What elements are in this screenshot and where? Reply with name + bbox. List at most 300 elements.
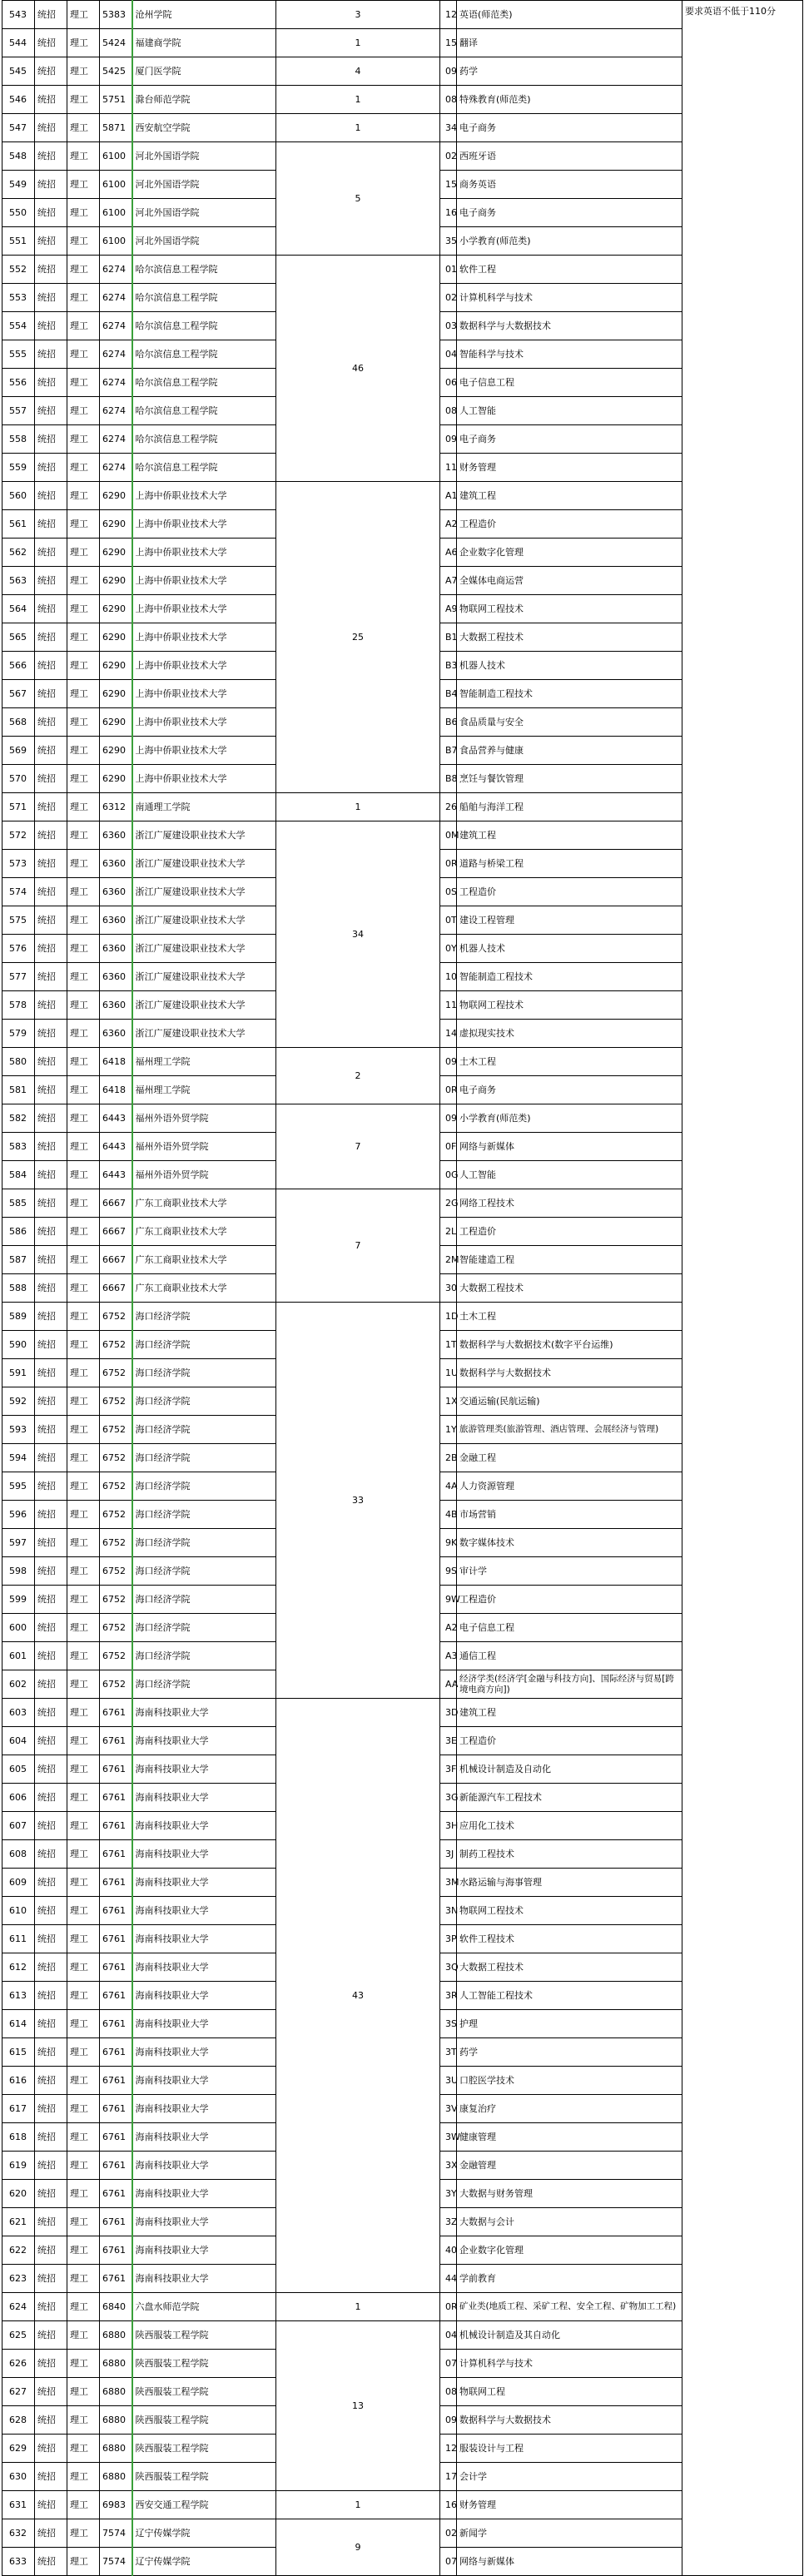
major-code-cell: 0R bbox=[440, 2293, 457, 2321]
major-code-cell: 44 bbox=[440, 2265, 457, 2293]
school-code-cell: 6290 bbox=[100, 567, 132, 595]
major-code-cell: 10 bbox=[440, 963, 457, 991]
category-cell: 理工 bbox=[67, 878, 100, 906]
school-name-cell: 海口经济学院 bbox=[132, 1529, 276, 1557]
major-name-cell: 数据科学与大数据技术 bbox=[457, 312, 682, 340]
batch-cell: 统招 bbox=[35, 1416, 67, 1444]
school-code-cell: 6667 bbox=[100, 1189, 132, 1218]
plan-count-cell: 1 bbox=[276, 2293, 440, 2321]
major-code-cell: 35 bbox=[440, 227, 457, 256]
row-seq-cell: 578 bbox=[2, 991, 35, 1020]
batch-cell: 统招 bbox=[35, 1897, 67, 1925]
category-cell: 理工 bbox=[67, 1727, 100, 1755]
school-code-cell: 6761 bbox=[100, 2038, 132, 2067]
school-code-cell: 6100 bbox=[100, 199, 132, 227]
category-cell: 理工 bbox=[67, 2095, 100, 2123]
school-name-cell: 六盘水师范学院 bbox=[132, 2293, 276, 2321]
school-name-cell: 海南科技职业大学 bbox=[132, 2236, 276, 2265]
batch-cell: 统招 bbox=[35, 935, 67, 963]
major-code-cell: 40 bbox=[440, 2236, 457, 2265]
school-name-cell: 陕西服装工程学院 bbox=[132, 2406, 276, 2435]
school-code-cell: 6761 bbox=[100, 2180, 132, 2208]
school-name-cell: 上海中侨职业技术大学 bbox=[132, 510, 276, 539]
major-code-cell: 3F bbox=[440, 1755, 457, 1784]
major-code-cell: B3 bbox=[440, 652, 457, 680]
category-cell: 理工 bbox=[67, 1472, 100, 1501]
category-cell: 理工 bbox=[67, 1274, 100, 1303]
category-cell: 理工 bbox=[67, 454, 100, 482]
major-name-cell: 工程造价 bbox=[457, 1218, 682, 1246]
row-seq-cell: 546 bbox=[2, 86, 35, 114]
row-seq-cell: 576 bbox=[2, 935, 35, 963]
category-cell: 理工 bbox=[67, 284, 100, 312]
school-name-cell: 海口经济学院 bbox=[132, 1387, 276, 1416]
batch-cell: 统招 bbox=[35, 2321, 67, 2350]
school-code-cell: 6360 bbox=[100, 906, 132, 935]
batch-cell: 统招 bbox=[35, 2265, 67, 2293]
plan-count-cell: 4 bbox=[276, 57, 440, 86]
plan-count-cell: 1 bbox=[276, 86, 440, 114]
major-name-cell: 人力资源管理 bbox=[457, 1472, 682, 1501]
batch-cell: 统招 bbox=[35, 878, 67, 906]
row-seq-cell: 567 bbox=[2, 680, 35, 708]
batch-cell: 统招 bbox=[35, 2463, 67, 2491]
major-name-cell: 小学教育(师范类) bbox=[457, 227, 682, 256]
row-seq-cell: 591 bbox=[2, 1359, 35, 1387]
school-code-cell: 6290 bbox=[100, 510, 132, 539]
school-name-cell: 福州外语外贸学院 bbox=[132, 1104, 276, 1133]
row-seq-cell: 604 bbox=[2, 1727, 35, 1755]
batch-cell: 统招 bbox=[35, 652, 67, 680]
row-seq-cell: 584 bbox=[2, 1161, 35, 1189]
school-name-cell: 海南科技职业大学 bbox=[132, 1727, 276, 1755]
batch-cell: 统招 bbox=[35, 906, 67, 935]
category-cell: 理工 bbox=[67, 991, 100, 1020]
school-name-cell: 海南科技职业大学 bbox=[132, 1982, 276, 2010]
school-code-cell: 6290 bbox=[100, 623, 132, 652]
row-seq-cell: 543 bbox=[2, 1, 35, 29]
category-cell: 理工 bbox=[67, 171, 100, 199]
batch-cell: 统招 bbox=[35, 284, 67, 312]
school-code-cell: 6761 bbox=[100, 1897, 132, 1925]
category-cell: 理工 bbox=[67, 652, 100, 680]
school-code-cell: 6290 bbox=[100, 652, 132, 680]
row-seq-cell: 619 bbox=[2, 2152, 35, 2180]
row-seq-cell: 631 bbox=[2, 2491, 35, 2519]
school-code-cell: 6752 bbox=[100, 1416, 132, 1444]
batch-cell: 统招 bbox=[35, 1869, 67, 1897]
plan-count-cell: 2 bbox=[276, 1048, 440, 1104]
row-seq-cell: 564 bbox=[2, 595, 35, 623]
major-code-cell: 3H bbox=[440, 1812, 457, 1840]
school-code-cell: 6761 bbox=[100, 1727, 132, 1755]
school-code-cell: 6752 bbox=[100, 1586, 132, 1614]
major-code-cell: 08 bbox=[440, 397, 457, 425]
major-name-cell: 计算机科学与技术 bbox=[457, 2350, 682, 2378]
major-code-cell: 0M bbox=[440, 821, 457, 850]
row-seq-cell: 610 bbox=[2, 1897, 35, 1925]
school-code-cell: 7574 bbox=[100, 2519, 132, 2548]
batch-cell: 统招 bbox=[35, 1246, 67, 1274]
major-name-cell: 智能科学与技术 bbox=[457, 340, 682, 369]
major-name-cell: 烹饪与餐饮管理 bbox=[457, 765, 682, 793]
batch-cell: 统招 bbox=[35, 199, 67, 227]
major-code-cell: 01 bbox=[440, 256, 457, 284]
school-name-cell: 浙江广厦建设职业技术大学 bbox=[132, 991, 276, 1020]
major-name-cell: 电子商务 bbox=[457, 425, 682, 454]
school-name-cell: 广东工商职业技术大学 bbox=[132, 1246, 276, 1274]
school-code-cell: 6761 bbox=[100, 2152, 132, 2180]
category-cell: 理工 bbox=[67, 57, 100, 86]
major-name-cell: 机械设计制造及其自动化 bbox=[457, 2321, 682, 2350]
school-code-cell: 6840 bbox=[100, 2293, 132, 2321]
school-name-cell: 哈尔滨信息工程学院 bbox=[132, 312, 276, 340]
row-seq-cell: 621 bbox=[2, 2208, 35, 2236]
major-name-cell: 大数据与会计 bbox=[457, 2208, 682, 2236]
category-cell: 理工 bbox=[67, 1020, 100, 1048]
row-seq-cell: 616 bbox=[2, 2067, 35, 2095]
plan-count-cell: 1 bbox=[276, 2491, 440, 2519]
row-seq-cell: 601 bbox=[2, 1642, 35, 1670]
row-seq-cell: 585 bbox=[2, 1189, 35, 1218]
school-code-cell: 6752 bbox=[100, 1444, 132, 1472]
batch-cell: 统招 bbox=[35, 1076, 67, 1104]
batch-cell: 统招 bbox=[35, 1020, 67, 1048]
major-name-cell: 电子商务 bbox=[457, 114, 682, 142]
category-cell: 理工 bbox=[67, 539, 100, 567]
category-cell: 理工 bbox=[67, 2321, 100, 2350]
row-seq-cell: 629 bbox=[2, 2435, 35, 2463]
row-seq-cell: 548 bbox=[2, 142, 35, 171]
batch-cell: 统招 bbox=[35, 2095, 67, 2123]
row-seq-cell: 589 bbox=[2, 1303, 35, 1331]
row-seq-cell: 620 bbox=[2, 2180, 35, 2208]
row-seq-cell: 566 bbox=[2, 652, 35, 680]
school-code-cell: 6667 bbox=[100, 1218, 132, 1246]
major-code-cell: 34 bbox=[440, 114, 457, 142]
school-name-cell: 海南科技职业大学 bbox=[132, 1925, 276, 1953]
category-cell: 理工 bbox=[67, 1048, 100, 1076]
batch-cell: 统招 bbox=[35, 29, 67, 57]
batch-cell: 统招 bbox=[35, 2519, 67, 2548]
major-code-cell: 1D bbox=[440, 1303, 457, 1331]
plan-count-cell: 7 bbox=[276, 1189, 440, 1303]
plan-count-cell: 3 bbox=[276, 1, 440, 29]
plan-count-cell: 25 bbox=[276, 482, 440, 793]
batch-cell: 统招 bbox=[35, 86, 67, 114]
major-code-cell: 1X bbox=[440, 1387, 457, 1416]
row-seq-cell: 623 bbox=[2, 2265, 35, 2293]
major-name-cell: 财务管理 bbox=[457, 454, 682, 482]
major-code-cell: 0R bbox=[440, 850, 457, 878]
category-cell: 理工 bbox=[67, 1953, 100, 1982]
row-seq-cell: 609 bbox=[2, 1869, 35, 1897]
school-code-cell: 6274 bbox=[100, 397, 132, 425]
school-name-cell: 河北外国语学院 bbox=[132, 227, 276, 256]
batch-cell: 统招 bbox=[35, 2010, 67, 2038]
major-code-cell: 0F bbox=[440, 1133, 457, 1161]
batch-cell: 统招 bbox=[35, 1670, 67, 1699]
school-name-cell: 南通理工学院 bbox=[132, 793, 276, 821]
plan-count-cell: 43 bbox=[276, 1699, 440, 2293]
school-name-cell: 广东工商职业技术大学 bbox=[132, 1274, 276, 1303]
major-name-cell: 网络与新媒体 bbox=[457, 1133, 682, 1161]
batch-cell: 统招 bbox=[35, 1472, 67, 1501]
category-cell: 理工 bbox=[67, 2038, 100, 2067]
category-cell: 理工 bbox=[67, 397, 100, 425]
major-code-cell: 30 bbox=[440, 1274, 457, 1303]
row-seq-cell: 580 bbox=[2, 1048, 35, 1076]
school-name-cell: 广东工商职业技术大学 bbox=[132, 1189, 276, 1218]
school-code-cell: 6274 bbox=[100, 312, 132, 340]
major-name-cell: 电子商务 bbox=[457, 199, 682, 227]
school-name-cell: 厦门医学院 bbox=[132, 57, 276, 86]
row-seq-cell: 586 bbox=[2, 1218, 35, 1246]
major-code-cell: 3Q bbox=[440, 1953, 457, 1982]
category-cell: 理工 bbox=[67, 369, 100, 397]
school-name-cell: 哈尔滨信息工程学院 bbox=[132, 397, 276, 425]
school-name-cell: 沧州学院 bbox=[132, 1, 276, 29]
school-code-cell: 6100 bbox=[100, 142, 132, 171]
batch-cell: 统招 bbox=[35, 397, 67, 425]
major-code-cell: B7 bbox=[440, 737, 457, 765]
major-code-cell: 07 bbox=[440, 2350, 457, 2378]
major-name-cell: 全媒体电商运营 bbox=[457, 567, 682, 595]
major-name-cell: 企业数字化管理 bbox=[457, 2236, 682, 2265]
batch-cell: 统招 bbox=[35, 2067, 67, 2095]
school-code-cell: 6274 bbox=[100, 284, 132, 312]
row-seq-cell: 582 bbox=[2, 1104, 35, 1133]
major-code-cell: 08 bbox=[440, 2378, 457, 2406]
school-name-cell: 福建商学院 bbox=[132, 29, 276, 57]
school-code-cell: 6290 bbox=[100, 765, 132, 793]
major-code-cell: 0S bbox=[440, 878, 457, 906]
school-name-cell: 海口经济学院 bbox=[132, 1331, 276, 1359]
school-code-cell: 6761 bbox=[100, 1925, 132, 1953]
major-name-cell: 药学 bbox=[457, 2038, 682, 2067]
school-name-cell: 陕西服装工程学院 bbox=[132, 2350, 276, 2378]
major-code-cell: A2 bbox=[440, 510, 457, 539]
major-code-cell: 02 bbox=[440, 2519, 457, 2548]
school-name-cell: 辽宁传媒学院 bbox=[132, 2519, 276, 2548]
batch-cell: 统招 bbox=[35, 2406, 67, 2435]
major-code-cell: A7 bbox=[440, 567, 457, 595]
major-name-cell: 建筑工程 bbox=[457, 1699, 682, 1727]
batch-cell: 统招 bbox=[35, 765, 67, 793]
school-name-cell: 上海中侨职业技术大学 bbox=[132, 680, 276, 708]
batch-cell: 统招 bbox=[35, 340, 67, 369]
school-code-cell: 6274 bbox=[100, 425, 132, 454]
category-cell: 理工 bbox=[67, 821, 100, 850]
batch-cell: 统招 bbox=[35, 1, 67, 29]
major-name-cell: 服装设计与工程 bbox=[457, 2435, 682, 2463]
plan-count-cell: 1 bbox=[276, 793, 440, 821]
major-name-cell: 人工智能 bbox=[457, 397, 682, 425]
note-cell: 要求英语不低于110分 bbox=[682, 1, 803, 2576]
major-name-cell: 交通运输(民航运输) bbox=[457, 1387, 682, 1416]
batch-cell: 统招 bbox=[35, 1444, 67, 1472]
school-code-cell: 5424 bbox=[100, 29, 132, 57]
batch-cell: 统招 bbox=[35, 1614, 67, 1642]
school-name-cell: 海南科技职业大学 bbox=[132, 1840, 276, 1869]
major-name-cell: 工程造价 bbox=[457, 878, 682, 906]
batch-cell: 统招 bbox=[35, 595, 67, 623]
major-code-cell: 9W bbox=[440, 1586, 457, 1614]
row-seq-cell: 603 bbox=[2, 1699, 35, 1727]
category-cell: 理工 bbox=[67, 510, 100, 539]
school-name-cell: 浙江广厦建设职业技术大学 bbox=[132, 878, 276, 906]
major-name-cell: 新闻学 bbox=[457, 2519, 682, 2548]
row-seq-cell: 570 bbox=[2, 765, 35, 793]
major-code-cell: 0G bbox=[440, 1161, 457, 1189]
batch-cell: 统招 bbox=[35, 312, 67, 340]
school-name-cell: 浙江广厦建设职业技术大学 bbox=[132, 935, 276, 963]
major-code-cell: 04 bbox=[440, 340, 457, 369]
major-code-cell: 12 bbox=[440, 2435, 457, 2463]
major-name-cell: 审计学 bbox=[457, 1557, 682, 1586]
batch-cell: 统招 bbox=[35, 1982, 67, 2010]
major-name-cell: 物联网工程技术 bbox=[457, 991, 682, 1020]
row-seq-cell: 598 bbox=[2, 1557, 35, 1586]
row-seq-cell: 549 bbox=[2, 171, 35, 199]
major-code-cell: 3R bbox=[440, 1982, 457, 2010]
school-name-cell: 海南科技职业大学 bbox=[132, 1784, 276, 1812]
school-code-cell: 6761 bbox=[100, 2067, 132, 2095]
school-name-cell: 海南科技职业大学 bbox=[132, 1812, 276, 1840]
school-name-cell: 河北外国语学院 bbox=[132, 142, 276, 171]
school-name-cell: 海口经济学院 bbox=[132, 1670, 276, 1699]
category-cell: 理工 bbox=[67, 1359, 100, 1387]
school-name-cell: 上海中侨职业技术大学 bbox=[132, 482, 276, 510]
category-cell: 理工 bbox=[67, 340, 100, 369]
category-cell: 理工 bbox=[67, 1189, 100, 1218]
school-code-cell: 7574 bbox=[100, 2548, 132, 2576]
major-code-cell: AA bbox=[440, 1670, 457, 1699]
school-code-cell: 6274 bbox=[100, 340, 132, 369]
category-cell: 理工 bbox=[67, 1699, 100, 1727]
school-code-cell: 6360 bbox=[100, 935, 132, 963]
school-name-cell: 海南科技职业大学 bbox=[132, 2152, 276, 2180]
school-name-cell: 滁台师范学院 bbox=[132, 86, 276, 114]
school-name-cell: 哈尔滨信息工程学院 bbox=[132, 454, 276, 482]
school-name-cell: 海南科技职业大学 bbox=[132, 1869, 276, 1897]
school-name-cell: 海口经济学院 bbox=[132, 1614, 276, 1642]
major-name-cell: 会计学 bbox=[457, 2463, 682, 2491]
school-name-cell: 浙江广厦建设职业技术大学 bbox=[132, 821, 276, 850]
category-cell: 理工 bbox=[67, 2152, 100, 2180]
category-cell: 理工 bbox=[67, 2378, 100, 2406]
batch-cell: 统招 bbox=[35, 2123, 67, 2152]
school-name-cell: 海南科技职业大学 bbox=[132, 2067, 276, 2095]
major-code-cell: 17 bbox=[440, 2463, 457, 2491]
major-code-cell: 3D bbox=[440, 1699, 457, 1727]
batch-cell: 统招 bbox=[35, 1218, 67, 1246]
school-name-cell: 海南科技职业大学 bbox=[132, 2095, 276, 2123]
category-cell: 理工 bbox=[67, 482, 100, 510]
school-code-cell: 6761 bbox=[100, 1755, 132, 1784]
major-name-cell: 经济学类(经济学[金融与科技方向]、国际经济与贸易[跨境电商方向]) bbox=[457, 1670, 682, 1699]
category-cell: 理工 bbox=[67, 1840, 100, 1869]
school-code-cell: 6880 bbox=[100, 2406, 132, 2435]
school-code-cell: 6290 bbox=[100, 595, 132, 623]
batch-cell: 统招 bbox=[35, 1642, 67, 1670]
school-name-cell: 海南科技职业大学 bbox=[132, 2123, 276, 2152]
school-code-cell: 6360 bbox=[100, 821, 132, 850]
category-cell: 理工 bbox=[67, 1161, 100, 1189]
school-code-cell: 6880 bbox=[100, 2463, 132, 2491]
row-seq-cell: 611 bbox=[2, 1925, 35, 1953]
school-name-cell: 福州外语外贸学院 bbox=[132, 1133, 276, 1161]
major-code-cell: 09 bbox=[440, 1048, 457, 1076]
school-code-cell: 6761 bbox=[100, 1812, 132, 1840]
category-cell: 理工 bbox=[67, 1642, 100, 1670]
category-cell: 理工 bbox=[67, 1897, 100, 1925]
category-cell: 理工 bbox=[67, 199, 100, 227]
major-code-cell: 09 bbox=[440, 1104, 457, 1133]
major-code-cell: 15 bbox=[440, 29, 457, 57]
major-name-cell: 软件工程技术 bbox=[457, 1925, 682, 1953]
major-name-cell: 财务管理 bbox=[457, 2491, 682, 2519]
batch-cell: 统招 bbox=[35, 991, 67, 1020]
row-seq-cell: 599 bbox=[2, 1586, 35, 1614]
row-seq-cell: 627 bbox=[2, 2378, 35, 2406]
row-seq-cell: 607 bbox=[2, 1812, 35, 1840]
row-seq-cell: 612 bbox=[2, 1953, 35, 1982]
category-cell: 理工 bbox=[67, 2180, 100, 2208]
batch-cell: 统招 bbox=[35, 2293, 67, 2321]
major-name-cell: 大数据与财务管理 bbox=[457, 2180, 682, 2208]
major-code-cell: 3E bbox=[440, 1727, 457, 1755]
row-seq-cell: 575 bbox=[2, 906, 35, 935]
category-cell: 理工 bbox=[67, 1557, 100, 1586]
school-name-cell: 海口经济学院 bbox=[132, 1642, 276, 1670]
row-seq-cell: 557 bbox=[2, 397, 35, 425]
category-cell: 理工 bbox=[67, 1982, 100, 2010]
category-cell: 理工 bbox=[67, 1303, 100, 1331]
row-seq-cell: 606 bbox=[2, 1784, 35, 1812]
major-code-cell: 2L bbox=[440, 1218, 457, 1246]
major-code-cell: 3Z bbox=[440, 2208, 457, 2236]
major-code-cell: 0T bbox=[440, 906, 457, 935]
school-code-cell: 6290 bbox=[100, 737, 132, 765]
school-code-cell: 5871 bbox=[100, 114, 132, 142]
major-name-cell: 土木工程 bbox=[457, 1048, 682, 1076]
major-code-cell: A9 bbox=[440, 595, 457, 623]
row-seq-cell: 587 bbox=[2, 1246, 35, 1274]
school-code-cell: 5425 bbox=[100, 57, 132, 86]
school-name-cell: 海口经济学院 bbox=[132, 1444, 276, 1472]
row-seq-cell: 545 bbox=[2, 57, 35, 86]
major-name-cell: 康复治疗 bbox=[457, 2095, 682, 2123]
batch-cell: 统招 bbox=[35, 1812, 67, 1840]
category-cell: 理工 bbox=[67, 1755, 100, 1784]
row-seq-cell: 547 bbox=[2, 114, 35, 142]
row-seq-cell: 562 bbox=[2, 539, 35, 567]
major-name-cell: 英语(师范类) bbox=[457, 1, 682, 29]
batch-cell: 统招 bbox=[35, 1189, 67, 1218]
row-seq-cell: 628 bbox=[2, 2406, 35, 2435]
major-code-cell: A3 bbox=[440, 1642, 457, 1670]
major-code-cell: 4B bbox=[440, 1501, 457, 1529]
school-code-cell: 6752 bbox=[100, 1359, 132, 1387]
category-cell: 理工 bbox=[67, 1586, 100, 1614]
major-code-cell: 09 bbox=[440, 57, 457, 86]
school-name-cell: 浙江广厦建设职业技术大学 bbox=[132, 906, 276, 935]
category-cell: 理工 bbox=[67, 86, 100, 114]
batch-cell: 统招 bbox=[35, 623, 67, 652]
major-name-cell: 护理 bbox=[457, 2010, 682, 2038]
school-name-cell: 海南科技职业大学 bbox=[132, 2010, 276, 2038]
